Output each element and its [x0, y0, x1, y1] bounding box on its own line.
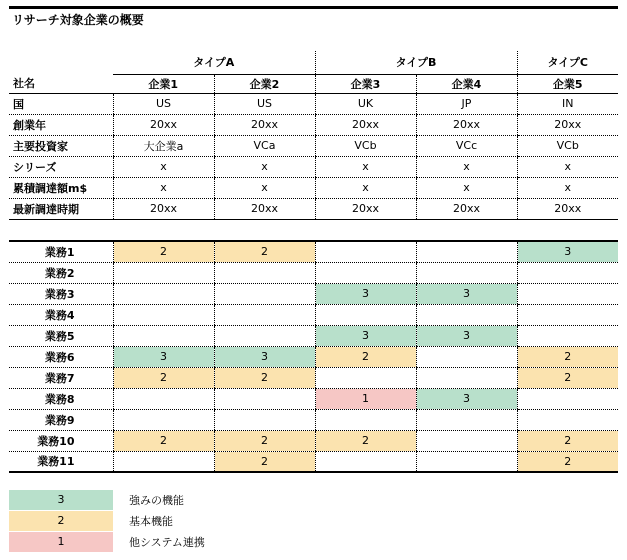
business-cell [416, 241, 517, 262]
business-cell [416, 409, 517, 430]
business-cell: 2 [113, 241, 214, 262]
business-row-label: 業務3 [9, 283, 113, 304]
business-cell [214, 262, 315, 283]
info-cell: x [517, 156, 618, 177]
business-cell: 2 [113, 430, 214, 451]
legend [9, 490, 205, 553]
company-header: 企業5 [517, 74, 618, 93]
legend-swatch: 3 [9, 490, 113, 510]
business-cell: 2 [214, 430, 315, 451]
business-row [9, 388, 618, 409]
info-cell: VCc [416, 135, 517, 156]
legend-item [9, 490, 205, 510]
info-cell: x [315, 177, 416, 198]
business-cell: 3 [416, 283, 517, 304]
business-matrix-table [9, 240, 618, 473]
business-cell [517, 262, 618, 283]
business-cell: 2 [214, 241, 315, 262]
business-cell [214, 325, 315, 346]
business-cell [416, 430, 517, 451]
legend-label: 強みの機能 [129, 494, 184, 507]
business-cell: 2 [214, 451, 315, 472]
info-row [9, 135, 618, 156]
info-cell: 20xx [517, 114, 618, 135]
info-cell: x [416, 177, 517, 198]
business-cell [517, 325, 618, 346]
business-cell: 3 [214, 346, 315, 367]
company-header: 企業1 [113, 74, 214, 93]
business-cell [315, 409, 416, 430]
business-cell: 2 [517, 346, 618, 367]
info-row-label: 累積調達額m$ [9, 177, 113, 198]
business-cell [113, 325, 214, 346]
business-cell [113, 409, 214, 430]
title-rule [9, 6, 618, 9]
info-cell: US [113, 93, 214, 114]
business-row-label: 業務4 [9, 304, 113, 325]
business-row [9, 262, 618, 283]
business-row-label: 業務2 [9, 262, 113, 283]
info-cell: US [214, 93, 315, 114]
business-row-label: 業務1 [9, 241, 113, 262]
business-cell: 1 [315, 388, 416, 409]
business-cell [517, 283, 618, 304]
info-cell: x [315, 156, 416, 177]
business-row-label: 業務9 [9, 409, 113, 430]
info-cell: UK [315, 93, 416, 114]
business-cell: 2 [517, 451, 618, 472]
info-cell: 20xx [517, 198, 618, 219]
info-row [9, 114, 618, 135]
business-cell: 3 [113, 346, 214, 367]
company-header-row [9, 74, 618, 93]
business-cell [315, 262, 416, 283]
info-row [9, 93, 618, 114]
legend-label: 他システム連携 [129, 536, 205, 549]
info-cell: JP [416, 93, 517, 114]
type-header: タイプC [517, 51, 618, 74]
business-matrix-table-wrap [9, 240, 618, 470]
business-row-label: 業務5 [9, 325, 113, 346]
info-row-label: 最新調達時期 [9, 198, 113, 219]
business-row [9, 304, 618, 325]
business-row [9, 346, 618, 367]
info-row-label: 主要投資家 [9, 135, 113, 156]
type-header: タイプA [113, 51, 315, 74]
business-cell [113, 451, 214, 472]
business-cell: 3 [416, 388, 517, 409]
info-cell: 20xx [315, 114, 416, 135]
business-cell: 3 [416, 325, 517, 346]
business-row [9, 283, 618, 304]
business-cell [214, 409, 315, 430]
legend-label: 基本機能 [129, 515, 173, 528]
business-cell [113, 262, 214, 283]
business-cell: 2 [214, 367, 315, 388]
info-row [9, 177, 618, 198]
business-cell [113, 304, 214, 325]
business-cell [416, 262, 517, 283]
business-row [9, 367, 618, 388]
business-cell: 3 [517, 241, 618, 262]
business-row-label: 業務10 [9, 430, 113, 451]
corner-cell [9, 51, 113, 74]
business-cell: 3 [315, 283, 416, 304]
business-cell [315, 304, 416, 325]
business-row [9, 241, 618, 262]
type-header: タイプB [315, 51, 517, 74]
business-row [9, 430, 618, 451]
business-cell [315, 451, 416, 472]
business-cell: 2 [517, 430, 618, 451]
page-title: リサーチ対象企業の概要 [12, 13, 144, 27]
info-row-label: 創業年 [9, 114, 113, 135]
business-row [9, 409, 618, 430]
info-cell: 20xx [315, 198, 416, 219]
business-cell [517, 409, 618, 430]
info-cell: VCb [315, 135, 416, 156]
company-header: 企業4 [416, 74, 517, 93]
business-cell: 2 [517, 367, 618, 388]
info-cell: 20xx [113, 198, 214, 219]
business-cell [416, 451, 517, 472]
info-cell: 20xx [214, 198, 315, 219]
info-cell: VCb [517, 135, 618, 156]
info-row-label: シリーズ [9, 156, 113, 177]
business-cell [214, 304, 315, 325]
company-header: 企業2 [214, 74, 315, 93]
info-row [9, 198, 618, 219]
type-header-row [9, 51, 618, 74]
business-cell: 2 [315, 430, 416, 451]
info-row [9, 156, 618, 177]
business-cell [113, 388, 214, 409]
company-overview-table-wrap [9, 51, 618, 220]
info-cell: x [113, 177, 214, 198]
legend-item [9, 511, 205, 531]
info-cell: x [416, 156, 517, 177]
info-cell: 20xx [113, 114, 214, 135]
business-cell [315, 241, 416, 262]
info-cell: x [517, 177, 618, 198]
info-cell: IN [517, 93, 618, 114]
info-cell: x [113, 156, 214, 177]
business-row-label: 業務7 [9, 367, 113, 388]
business-cell [315, 367, 416, 388]
business-cell: 3 [315, 325, 416, 346]
business-cell [214, 283, 315, 304]
info-cell: 20xx [214, 114, 315, 135]
business-cell: 2 [113, 367, 214, 388]
legend-swatch: 1 [9, 532, 113, 552]
business-cell: 2 [315, 346, 416, 367]
business-cell [517, 388, 618, 409]
business-row [9, 325, 618, 346]
business-cell [416, 304, 517, 325]
business-cell [113, 283, 214, 304]
business-cell [214, 388, 315, 409]
legend-swatch: 2 [9, 511, 113, 531]
business-row-label: 業務6 [9, 346, 113, 367]
business-row-label: 業務8 [9, 388, 113, 409]
info-cell: x [214, 156, 315, 177]
business-cell [416, 367, 517, 388]
business-cell [416, 346, 517, 367]
legend-item [9, 532, 205, 552]
info-row-label: 国 [9, 93, 113, 114]
company-header: 企業3 [315, 74, 416, 93]
info-cell: 20xx [416, 198, 517, 219]
business-row-label: 業務11 [9, 451, 113, 472]
info-cell: x [214, 177, 315, 198]
company-overview-table [9, 51, 618, 220]
info-cell: 20xx [416, 114, 517, 135]
business-cell [517, 304, 618, 325]
header-label: 社名 [9, 74, 113, 93]
info-cell: VCa [214, 135, 315, 156]
business-row [9, 451, 618, 472]
info-cell: 大企業a [113, 135, 214, 156]
